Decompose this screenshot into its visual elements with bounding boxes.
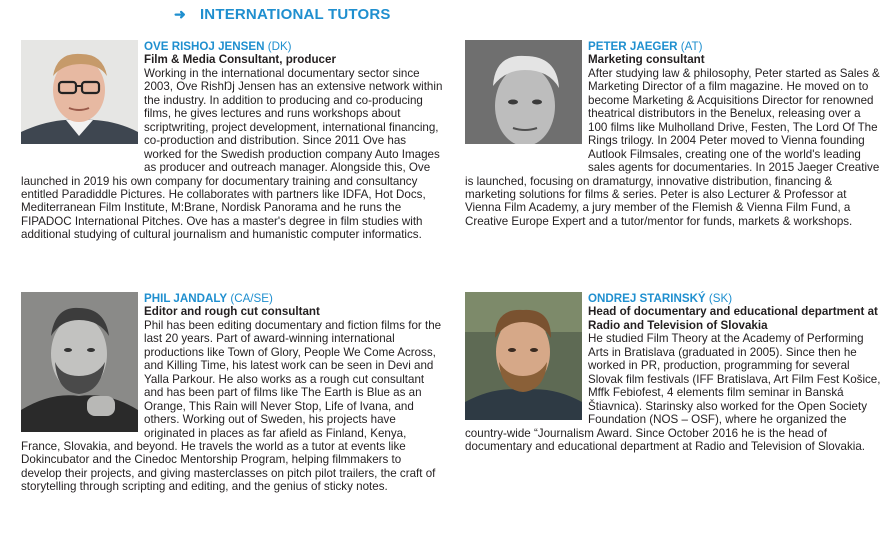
tutor-card	[21, 40, 445, 242]
tutor-bio: Working in the international documentary sector since 2003, Ove RishŊj Jensen has an extensive network within the industry. In addition to producing and co-producing films, he gives lectures and runs workshops about scriptwriting, project development, international financing, co-production and distribution. Since 2011 Ove has worked for the Swedish production company Auto Images as producer and outreach manager. Alongside this, Ove launched in 2019 his own company for documentary training and consultancy entitled Paradiddle Pictures. He collaborates with partners like IDFA, Hot Docs, Mediterranean Film Institute, M:Brane, Nordisk Panorama and he runs the FIPADOC International Pitches. Ove has a master's degree in film studies with additional studying of cultural journalism and humanistic computer informatics.	[21, 66, 443, 242]
tutor-country: (CA/SE)	[230, 292, 273, 305]
tutor-country: (DK)	[267, 40, 292, 53]
tutor-name: OVE RISHOJ JENSEN	[144, 40, 265, 53]
tutor-role: Marketing consultant	[588, 53, 705, 67]
tutor-card	[21, 292, 445, 494]
heading-text: INTERNATIONAL TUTORS	[199, 6, 391, 23]
tutor-name: PETER JAEGER	[588, 40, 678, 53]
tutor-name: PHIL JANDALY	[144, 292, 228, 305]
tutor-card	[465, 40, 881, 228]
tutor-role: Editor and rough cut consultant	[144, 305, 320, 319]
tutor-bio: After studying law & philosophy, Peter started as Sales & Marketing Director of a film magazine. He moved on to become Marketing & Acquisitions Director for renowned theatrical distributors in the Benelux, releasing over a 100 films like Mulholland Drive, Festen, The Lord Of The Rings trilogy. In 2004 Peter moved to Vienna founding Autlook Filmsales, creating one of the world's leading sales agents for documentaries. In 2015 Jaeger Creative is launched, focusing on dramaturgy, innovative distribution, financing & marketing solutions for films & series. Peter is also Lecturer & Professor at Vienna Film Academy, a jury member of the Flemish & Vienna Film Fund, a Creative Europe Expert and a tutor/mentor for funds, markets & workshops.	[465, 66, 880, 228]
section-heading	[174, 6, 391, 23]
tutor-name: ONDREJ STARINSKÝ	[588, 292, 706, 305]
tutor-photo	[21, 292, 138, 432]
tutor-bio: Phil has been editing documentary and fiction films for the last 20 years. Part of award-winning international productions like Town of Glory, People We Come Across, and Killing Time, his latest work can be seen in Devi and Yalla Parkour. He also works as a rough cut consultant and has been part of films like The Earth is Blue as an Orange, This Rain will Never Stop, Life of Ivana, and others. Working out of Sweden, his projects have originated in places as far afield as Finland, Kenya, France, Slovakia, and beyond. He travels the world as a tutor at events like Dokincubator and the Cinedoc Mentorship Program, helping filmmakers to develop their projects, and giving masterclasses on pitch pilot trailers, the craft of storytelling through scripting and editing, and the genius of sticky notes.	[21, 318, 442, 494]
tutor-country: (AT)	[680, 40, 703, 53]
tutor-bio: He studied Film Theory at the Academy of Performing Arts in Bratislava (graduated in 2005). Since then he worked in PR, production, programming for several Slovak film festivals (IFF Bratislava, Art Film Fest Košice, Mffk Febiofest, 4 elements film seminar in Banská Štiavnica). Starinsky also worked for the Open Society Foundation (NOS – OSF), where he organized the country-wide “Journalism Award. Since October 2016 he is the head of documentary and educational department at Radio and Television of Slovakia.	[465, 332, 881, 453]
tutor-role: Film & Media Consultant, producer	[144, 53, 336, 67]
tutor-photo	[465, 40, 582, 144]
tutor-card	[465, 292, 881, 453]
tutor-photo	[465, 292, 582, 420]
arrow-right-icon: ➜	[174, 6, 186, 22]
tutor-role: Head of documentary and educational department at Radio and Television of Slovakia	[588, 305, 878, 332]
tutor-country: (SK)	[708, 292, 733, 305]
tutor-photo	[21, 40, 138, 144]
